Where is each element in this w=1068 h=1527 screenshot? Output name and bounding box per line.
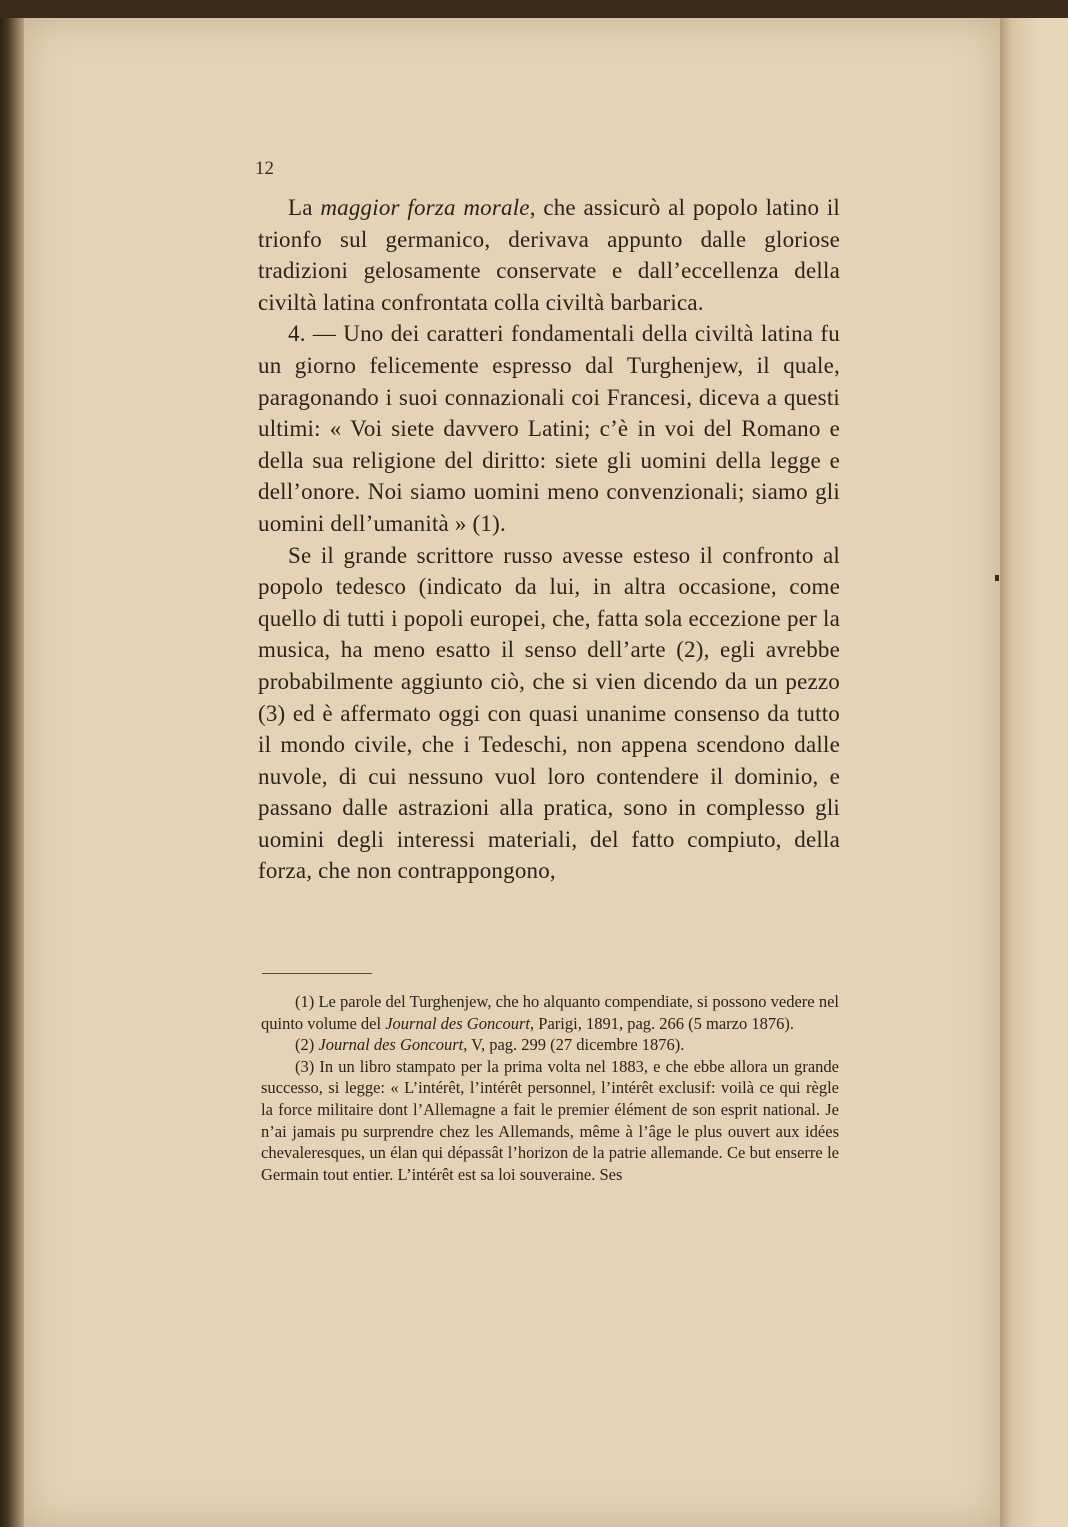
paragraph-3: Se il grande scrittore russo avesse esteso il confronto al popolo tedesco (indicato da lui, in altra occasione, come quello di tutti i popoli europei, che, fatta sola eccezione per la musica, ha meno esatto il senso dell’arte (2), egli avrebbe probabilmente aggiunto ciò, che si vien dicendo da un pezzo (3) ed è affermato oggi con quasi unanime consenso da tutto il mondo civile, che i Tedeschi, non appena scendono dalle nuvole, di cui nessuno vuol loro contendere il dominio, e passano dalle astrazioni alla pratica, sono in complesso gli uomini degli interessi materiali, del fatto compiuto, della forza, che non contrappongono,	[258, 542, 840, 884]
next-page-edge	[1000, 18, 1068, 1527]
paragraph-2: 4. — Uno dei caratteri fondamentali della civiltà latina fu un giorno felicemente espresso dal Turghenjew, il quale, paragonando i suoi connazionali coi Francesi, diceva a questi ultimi: « Voi siete davvero Latini; c’è in voi del Romano e della sua religione del diritto: siete gli uomini della legge e dell’onore. Noi siamo uomini meno convenzionali; siamo gli uomini dell’umanità » (1).	[258, 321, 840, 536]
footnote-2: (2) Journal des Goncourt, V, pag. 299 (27 dicembre 1876).	[295, 1035, 685, 1055]
page-number: 12	[255, 158, 274, 179]
paragraph-1: La maggior forza morale, che assicurò al popolo latino il trionfo sul germanico, derivava appunto dalle gloriose tradizioni gelosamente conservate e dall’eccellenza della civiltà latina confrontata colla civiltà barbarica.	[258, 195, 841, 315]
margin-mark	[995, 575, 999, 581]
footnote-3: (3) In un libro stampato per la prima volta nel 1883, e che ebbe allora un grande successo, si legge: « L’intérêt, l’intérêt personnel, l’intérêt exclusif: voilà ce qui règle la force militaire dont l’Allemagne a fait le premier élément de son esprit national. Je n’ai jamais pu surprendre chez les Allemands, même à l’âge le plus ouvert aux idées chevaleresques, un élan qui dépassât l’horizon de la patrie allemande. Ce but enserre le Germain tout entier. L’intérêt est sa loi souveraine. Ses	[261, 1056, 839, 1184]
footnote-1: (1) Le parole del Turghenjew, che ho alquanto compendiate, si possono vedere nel quinto volume del Journal des Goncourt, Parigi, 1891, pag. 266 (5 marzo 1876).	[261, 992, 839, 1033]
scan-top-border	[0, 0, 1068, 18]
footnote-separator	[262, 973, 372, 974]
footnotes	[261, 991, 839, 1185]
main-text	[258, 192, 840, 887]
italic-phrase: maggior forza morale	[320, 195, 530, 220]
